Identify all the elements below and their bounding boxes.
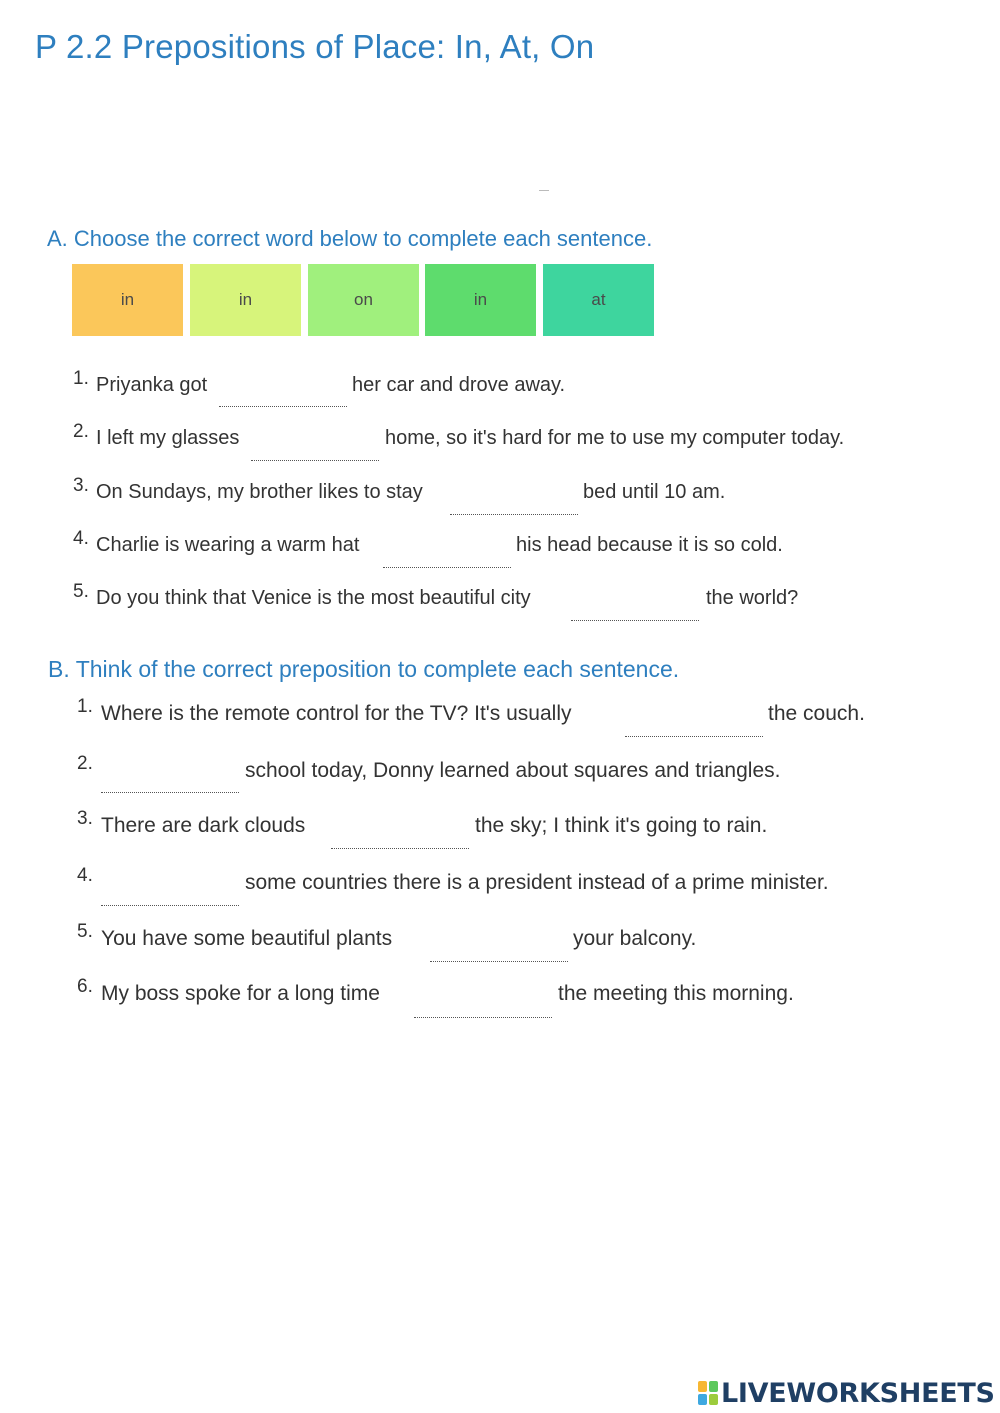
- sentence-before: There are dark clouds: [101, 814, 306, 837]
- answer-blank[interactable]: [101, 875, 239, 906]
- exercise-row: [0, 368, 1000, 414]
- worksheet-title: P 2.2 Prepositions of Place: In, At, On: [35, 28, 595, 65]
- item-number: 2.: [77, 753, 93, 774]
- item-number: 4.: [73, 528, 89, 549]
- sentence-before: Charlie is wearing a warm hat: [96, 534, 360, 556]
- sentence-before: You have some beautiful plants: [101, 927, 393, 950]
- section-b-heading: B. Think of the correct preposition to complete each sentence.: [48, 656, 680, 682]
- sentence-after: his head because it is so cold.: [516, 534, 783, 556]
- word-tile[interactable]: in: [72, 264, 183, 336]
- item-number: 4.: [77, 865, 93, 886]
- logo-text: LIVEWORKSHEETS: [721, 1377, 995, 1409]
- word-tile[interactable]: in: [425, 264, 536, 336]
- answer-blank[interactable]: [219, 376, 347, 407]
- sentence-before: Priyanka got: [96, 374, 208, 396]
- section-a-heading: A. Choose the correct word below to complete each sentence.: [47, 226, 653, 251]
- answer-blank[interactable]: [430, 931, 568, 962]
- answer-blank[interactable]: [101, 762, 239, 793]
- logo-square: [698, 1394, 707, 1405]
- sentence-after: the couch.: [768, 702, 865, 725]
- sentence-before: On Sundays, my brother likes to stay: [96, 481, 423, 503]
- item-number: 5.: [73, 581, 89, 602]
- answer-blank[interactable]: [625, 706, 763, 737]
- answer-blank[interactable]: [414, 987, 552, 1018]
- exercise-row: [0, 475, 1000, 521]
- sentence-before: My boss spoke for a long time: [101, 982, 380, 1005]
- item-number: 3.: [73, 475, 89, 496]
- exercise-row: [0, 921, 1000, 967]
- exercise-row: [0, 865, 1000, 911]
- item-number: 1.: [77, 696, 93, 717]
- sentence-after: the meeting this morning.: [558, 982, 794, 1005]
- sentence-after: school today, Donny learned about squares and triangles.: [245, 759, 781, 782]
- sentence-after: your balcony.: [573, 927, 697, 950]
- exercise-row: [0, 753, 1000, 799]
- exercise-row: [0, 696, 1000, 742]
- answer-blank[interactable]: [383, 537, 511, 568]
- sentence-after: her car and drove away.: [352, 374, 566, 396]
- word-tile[interactable]: on: [308, 264, 419, 336]
- sentence-after: home, so it's hard for me to use my computer today.: [385, 427, 845, 449]
- exercise-row: [0, 808, 1000, 854]
- sentence-after: the world?: [706, 587, 799, 609]
- sentence-before: I left my glasses: [96, 427, 240, 449]
- liveworksheets-logo-icon: [698, 1381, 718, 1405]
- answer-blank[interactable]: [571, 590, 699, 621]
- logo-square: [698, 1381, 707, 1392]
- word-tile[interactable]: at: [543, 264, 654, 336]
- answer-blank[interactable]: [450, 484, 578, 515]
- exercise-row: [0, 528, 1000, 574]
- exercise-row: [0, 976, 1000, 1022]
- exercise-row: [0, 421, 1000, 467]
- exercise-row: [0, 581, 1000, 627]
- answer-blank[interactable]: [331, 818, 469, 849]
- item-number: 5.: [77, 921, 93, 942]
- sentence-after: bed until 10 am.: [583, 481, 726, 503]
- logo-square: [709, 1381, 718, 1392]
- item-number: 1.: [73, 368, 89, 389]
- logo-square: [709, 1394, 718, 1405]
- item-number: 6.: [77, 976, 93, 997]
- sentence-before: Do you think that Venice is the most beautiful city: [96, 587, 531, 609]
- decorative-dash: [539, 190, 549, 191]
- word-tile[interactable]: in: [190, 264, 301, 336]
- item-number: 2.: [73, 421, 89, 442]
- item-number: 3.: [77, 808, 93, 829]
- answer-blank[interactable]: [251, 430, 379, 461]
- sentence-before: Where is the remote control for the TV? It's usually: [101, 702, 572, 725]
- sentence-after: some countries there is a president instead of a prime minister.: [245, 871, 829, 894]
- sentence-after: the sky; I think it's going to rain.: [475, 814, 768, 837]
- liveworksheets-logo: [698, 1377, 995, 1409]
